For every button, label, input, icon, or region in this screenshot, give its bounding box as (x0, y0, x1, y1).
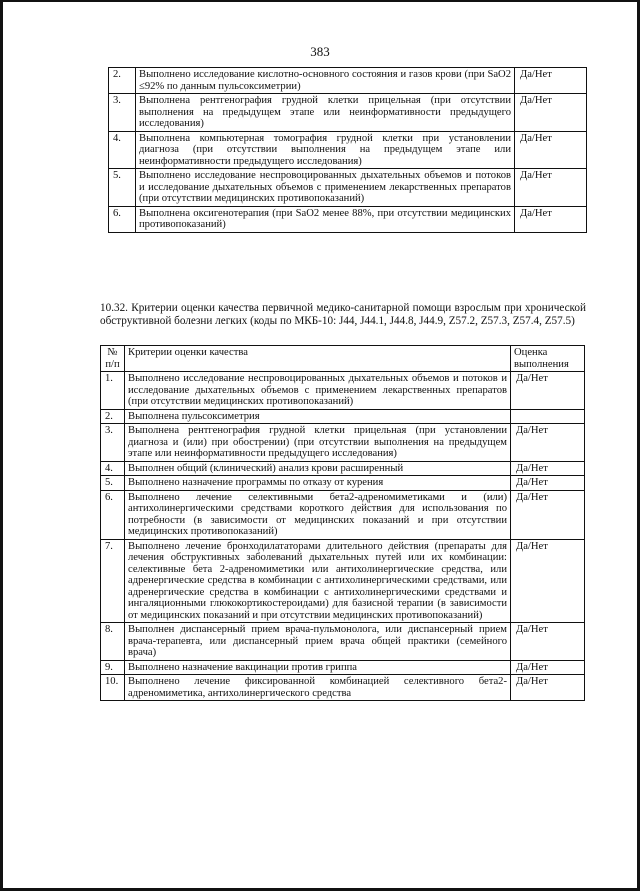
row-number: 2. (101, 409, 125, 424)
result-value: Да/Нет (515, 169, 587, 207)
column-header-result: Оценка выполнения (511, 346, 585, 372)
criteria-table (100, 345, 585, 701)
result-value: Да/Нет (511, 660, 585, 675)
result-value: Да/Нет (511, 623, 585, 661)
row-number: 3. (101, 424, 125, 462)
table-row (101, 660, 585, 675)
criterion-text: Выполнен общий (клинический) анализ крови расширенный (125, 461, 511, 476)
criterion-text: Выполнено назначение вакцинации против гриппа (125, 660, 511, 675)
result-value (511, 409, 585, 424)
table-row (101, 490, 585, 539)
criterion-text: Выполнена пульсоксиметрия (125, 409, 511, 424)
row-number: 9. (101, 660, 125, 675)
criterion-text: Выполнено лечение бронходилататорами длительного действия (препараты для лечения обструктивных заболеваний дыхательных путей или их комбинации: селективные бета 2-адреномиметики или антихолинергические средства, или адренергические средства в комбинации с антихолинергическими средствами, или адренергические средства в комбинации с антихолинергическими средствами и ингаляционными глюкокортикостероидами) для базисной терапии (в зависимости от медицинских показаний и при отсутствии медицинских противопоказаний) (125, 539, 511, 623)
row-number: 4. (109, 131, 136, 169)
result-value: Да/Нет (511, 372, 585, 410)
page-number: 383 (310, 44, 330, 59)
table-row (101, 476, 585, 491)
criterion-text: Выполнена рентгенография грудной клетки прицельная (при отсутствии выполнения на предыдущем этапе или неинформативности предыдущего исследования) (136, 94, 515, 132)
criterion-text: Выполнена оксигенотерапия (при SaO2 менее 88%, при отсутствии медицинских противопоказаний) (136, 206, 515, 232)
table-row (109, 68, 587, 94)
column-header-number: № п/п (101, 346, 125, 372)
table-row (101, 409, 585, 424)
table-row (101, 623, 585, 661)
column-header-criterion: Критерии оценки качества (125, 346, 511, 372)
criterion-text: Выполнено исследование кислотно-основного состояния и газов крови (при SaO2 ≤92% по данным пульсоксиметрии) (136, 68, 515, 94)
table-row (109, 94, 587, 132)
table-row (109, 169, 587, 207)
section-heading: 10.32. Критерии оценки качества первичной медико-санитарной помощи взрослым при хронической обструктивной болезни легких (коды по МКБ-10: J44, J44.1, J44.8, J44.9, Z57.2, Z57.3, Z57.4, Z57.5) (100, 302, 586, 327)
table-row (101, 424, 585, 462)
criterion-text: Выполнено лечение селективными бета2-адреномиметиками и (или) антихолинергическими средствами короткого действия для использования по потребности (в зависимости от медицинских показаний и при отсутствии медицинских противопоказаний) (125, 490, 511, 539)
criteria-table-continued (108, 67, 587, 233)
scan-border-top (0, 0, 640, 2)
row-number: 6. (101, 490, 125, 539)
result-value: Да/Нет (511, 424, 585, 462)
table-row (101, 372, 585, 410)
table-row (101, 539, 585, 623)
row-number: 3. (109, 94, 136, 132)
result-value: Да/Нет (515, 68, 587, 94)
criterion-text: Выполнена компьютерная томография грудной клетки при установлении диагноза (при отсутствии выполнения на предыдущем этапе или неинформативности предыдущего исследования) (136, 131, 515, 169)
result-value: Да/Нет (511, 461, 585, 476)
criterion-text: Выполнен диспансерный прием врача-пульмонолога, или диспансерный прием врача-терапевта, или диспансерный прием врача общей практики (семейного врача) (125, 623, 511, 661)
result-value: Да/Нет (515, 94, 587, 132)
result-value: Да/Нет (511, 490, 585, 539)
row-number: 7. (101, 539, 125, 623)
criterion-text: Выполнено исследование неспровоцированных дыхательных объемов и потоков и исследование дыхательных объемов с применением лекарственных препаратов (при отсутствии медицинских противопоказаний) (125, 372, 511, 410)
result-value: Да/Нет (511, 539, 585, 623)
table-row (109, 206, 587, 232)
row-number: 6. (109, 206, 136, 232)
row-number: 5. (109, 169, 136, 207)
result-value: Да/Нет (515, 131, 587, 169)
table-row (109, 131, 587, 169)
result-value: Да/Нет (511, 675, 585, 701)
table-row (101, 675, 585, 701)
row-number: 1. (101, 372, 125, 410)
criterion-text: Выполнена рентгенография грудной клетки прицельная (при установлении диагноза и (или) при обострении) (при отсутствии выполнения на предыдущем этапе или неинформативности предыдущего исследования) (125, 424, 511, 462)
criterion-text: Выполнено назначение программы по отказу от курения (125, 476, 511, 491)
row-number: 10. (101, 675, 125, 701)
criterion-text: Выполнено исследование неспровоцированных дыхательных объемов и потоков и исследование дыхательных объемов с применением лекарственных препаратов (при отсутствии медицинских противопоказаний) (136, 169, 515, 207)
result-value: Да/Нет (511, 476, 585, 491)
result-value: Да/Нет (515, 206, 587, 232)
row-number: 2. (109, 68, 136, 94)
row-number: 4. (101, 461, 125, 476)
row-number: 5. (101, 476, 125, 491)
table-header-row (101, 346, 585, 372)
scan-border-left (0, 0, 3, 891)
criterion-text: Выполнено лечение фиксированной комбинацией селективного бета2-адреномиметика, антихолинергического средства (125, 675, 511, 701)
row-number: 8. (101, 623, 125, 661)
table-row (101, 461, 585, 476)
